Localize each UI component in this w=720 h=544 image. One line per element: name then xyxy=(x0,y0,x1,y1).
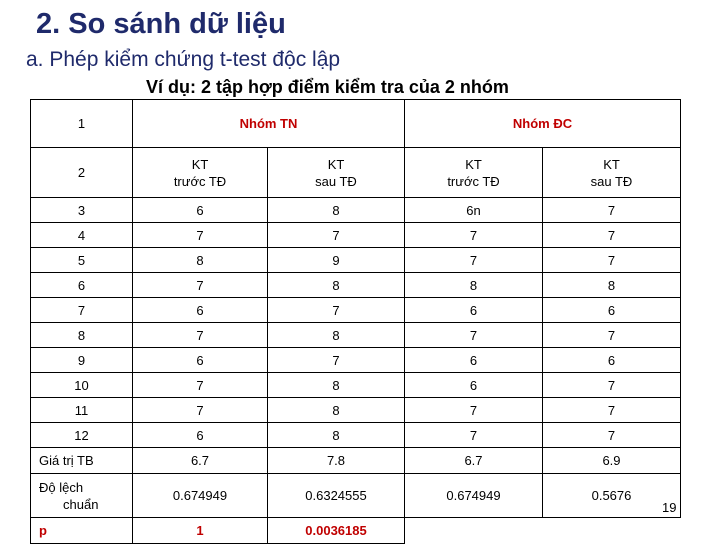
column-header-line: trước TĐ xyxy=(173,173,227,189)
row-index: 1 xyxy=(31,100,133,148)
slide-title: 2. So sánh dữ liệu xyxy=(36,8,286,40)
slide-number: 19 xyxy=(662,500,677,515)
table-cell: 0.674949 xyxy=(133,474,268,518)
table-cell: 6 xyxy=(405,373,543,398)
table-cell: 7 xyxy=(405,323,543,348)
row-index: 3 xyxy=(31,198,133,223)
table-cell: 8 xyxy=(268,373,405,398)
mean-row xyxy=(31,448,681,474)
mean-label: Giá trị TB xyxy=(31,448,133,474)
column-header-line: KT xyxy=(603,156,620,172)
column-header-line: sau TĐ xyxy=(590,173,633,189)
table-cell: 7 xyxy=(405,248,543,273)
table-cell: 0.674949 xyxy=(405,474,543,518)
p-value-dc: 0.0036185 xyxy=(268,518,405,544)
column-header xyxy=(133,148,268,198)
table-cell: 6 xyxy=(133,423,268,448)
table-cell: 6.7 xyxy=(133,448,268,474)
table-cell: 6 xyxy=(543,348,681,373)
table-cell: 7 xyxy=(133,373,268,398)
table-subheader-row xyxy=(31,148,681,198)
scores-table xyxy=(30,99,681,544)
table-row xyxy=(31,223,681,248)
table-cell: 6 xyxy=(405,298,543,323)
table-cell: 8 xyxy=(133,248,268,273)
row-index: 4 xyxy=(31,223,133,248)
sd-label-line: Độ lệch xyxy=(39,479,84,495)
table-row xyxy=(31,423,681,448)
p-value-tn: 1 xyxy=(133,518,268,544)
table-cell: 7 xyxy=(543,423,681,448)
table-cell: 7 xyxy=(133,273,268,298)
table-cell: 7 xyxy=(543,248,681,273)
table-cell: 7 xyxy=(543,373,681,398)
table-cell: 7 xyxy=(268,298,405,323)
row-index: 9 xyxy=(31,348,133,373)
table-row xyxy=(31,298,681,323)
row-index: 7 xyxy=(31,298,133,323)
table-cell: 8 xyxy=(268,273,405,298)
row-index: 8 xyxy=(31,323,133,348)
table-cell: 8 xyxy=(405,273,543,298)
table-cell: 7 xyxy=(268,223,405,248)
table-cell: 7 xyxy=(268,348,405,373)
column-header-line: KT xyxy=(465,156,482,172)
row-index: 5 xyxy=(31,248,133,273)
table-cell: 7 xyxy=(543,323,681,348)
table-cell: 6n xyxy=(405,198,543,223)
table-cell: 7 xyxy=(133,323,268,348)
row-index: 11 xyxy=(31,398,133,423)
table-cell: 6 xyxy=(133,348,268,373)
row-index: 12 xyxy=(31,423,133,448)
table-cell: 9 xyxy=(268,248,405,273)
table-row xyxy=(31,273,681,298)
column-header-line: KT xyxy=(191,156,209,172)
table-cell: 8 xyxy=(268,398,405,423)
p-label: p xyxy=(31,518,133,544)
table-cell: 6 xyxy=(133,198,268,223)
slide-subtitle: a. Phép kiểm chứng t-test độc lập xyxy=(26,48,341,71)
table-cell: 6 xyxy=(133,298,268,323)
table-cell: 6.9 xyxy=(543,448,681,474)
table-cell: 8 xyxy=(268,198,405,223)
score-rows xyxy=(31,198,681,448)
table-row xyxy=(31,248,681,273)
table-header-row xyxy=(31,100,681,148)
table-row xyxy=(31,373,681,398)
table-cell: 7 xyxy=(405,398,543,423)
table-cell: 6.7 xyxy=(405,448,543,474)
table-cell: 7 xyxy=(405,423,543,448)
column-header xyxy=(543,148,681,198)
column-header-line: KT xyxy=(327,156,345,172)
group-tn-header: Nhóm TN xyxy=(133,100,405,148)
sd-label xyxy=(31,474,133,518)
column-header xyxy=(268,148,405,198)
table-cell: 7 xyxy=(133,223,268,248)
table-cell: 7 xyxy=(543,223,681,248)
table-cell: 7 xyxy=(543,198,681,223)
table-cell: 7.8 xyxy=(268,448,405,474)
row-index: 10 xyxy=(31,373,133,398)
table-row xyxy=(31,198,681,223)
table-cell: 8 xyxy=(543,273,681,298)
row-index: 2 xyxy=(31,148,133,198)
table-cell: 6 xyxy=(405,348,543,373)
table-row xyxy=(31,398,681,423)
sd-label-line: chuẩn xyxy=(63,496,99,512)
table-cell: 8 xyxy=(268,423,405,448)
table-cell: 6 xyxy=(543,298,681,323)
table-cell: 0.6324555 xyxy=(268,474,405,518)
column-header xyxy=(405,148,543,198)
sd-row xyxy=(31,474,681,518)
table-cell: 7 xyxy=(405,223,543,248)
table-row xyxy=(31,348,681,373)
table-row xyxy=(31,323,681,348)
table-cell: 8 xyxy=(268,323,405,348)
column-header-line: sau TĐ xyxy=(315,173,357,189)
row-index: 6 xyxy=(31,273,133,298)
group-dc-header: Nhóm ĐC xyxy=(405,100,681,148)
table-cell: 7 xyxy=(543,398,681,423)
table-cell: 0.5676 xyxy=(543,474,681,518)
column-header-line: trước TĐ xyxy=(447,173,500,189)
example-caption: Ví dụ: 2 tập hợp điểm kiểm tra của 2 nhóm xyxy=(146,77,509,97)
table-cell: 7 xyxy=(133,398,268,423)
